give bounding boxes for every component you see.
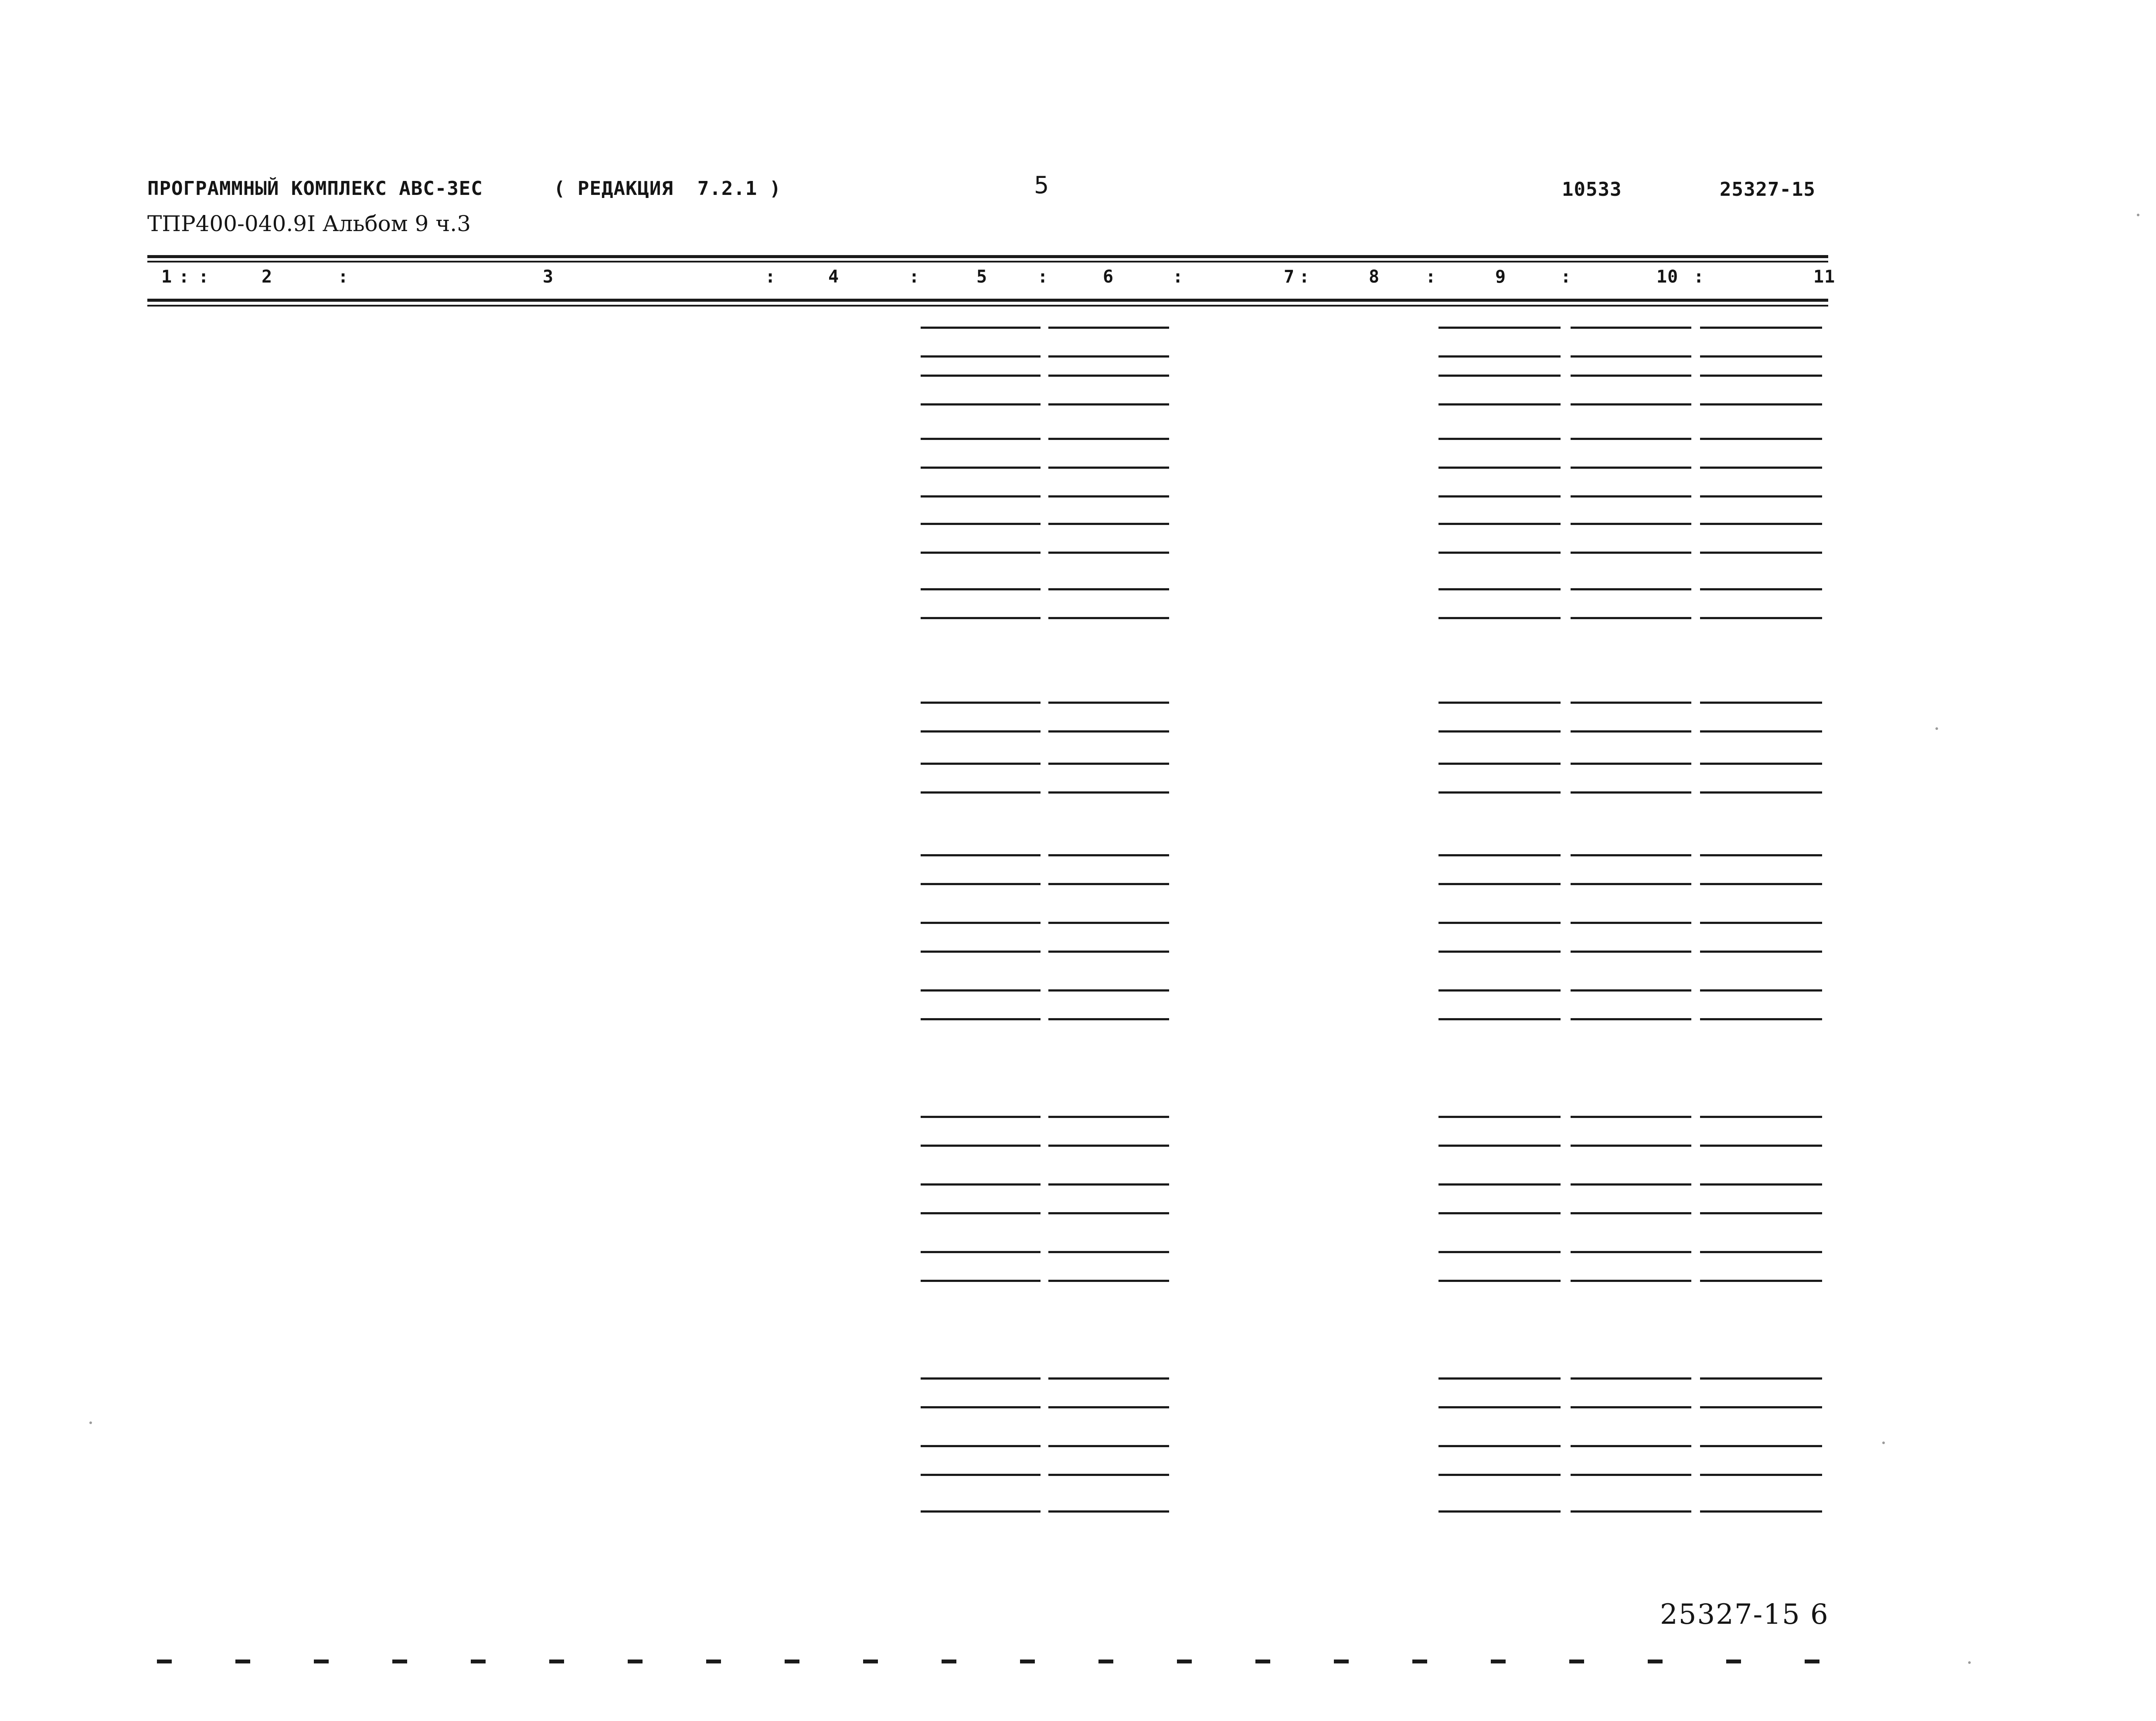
header-bottom-rule-thin xyxy=(147,305,1828,307)
column-header-4: 4 xyxy=(828,267,840,287)
value-underline xyxy=(921,1116,1041,1118)
value-underline xyxy=(1438,1445,1561,1447)
album-title: ТПР400-040.9I Альбом 9 ч.3 xyxy=(147,211,471,236)
value-underline xyxy=(1571,1145,1691,1147)
column-separator: : xyxy=(179,267,190,287)
value-underline xyxy=(1048,355,1169,358)
value-underline xyxy=(1571,617,1691,619)
value-underline xyxy=(921,1145,1041,1147)
column-header-7: 7 xyxy=(1284,267,1295,287)
value-underline xyxy=(1700,438,1822,440)
value-underline xyxy=(1438,1018,1561,1020)
value-underline xyxy=(1438,989,1561,992)
value-underline xyxy=(1048,467,1169,469)
value-underline xyxy=(1700,588,1822,590)
document-code: 10533 xyxy=(1562,178,1622,201)
value-underline xyxy=(1048,588,1169,590)
value-underline xyxy=(1571,1183,1691,1186)
value-underline xyxy=(1438,355,1561,358)
value-underline xyxy=(1048,403,1169,406)
value-underline xyxy=(1438,403,1561,406)
value-underline xyxy=(1048,617,1169,619)
value-underline xyxy=(1700,523,1822,525)
value-underline xyxy=(1048,1280,1169,1282)
value-underline xyxy=(1048,702,1169,704)
value-underline xyxy=(1700,467,1822,469)
value-underline xyxy=(1571,467,1691,469)
value-underline xyxy=(1048,327,1169,329)
value-underline xyxy=(1700,1406,1822,1408)
value-underline xyxy=(1438,763,1561,765)
value-underline xyxy=(1438,1280,1561,1282)
value-underline xyxy=(1700,1145,1822,1147)
value-underline xyxy=(1571,1377,1691,1380)
value-underline xyxy=(1438,438,1561,440)
value-underline xyxy=(1438,951,1561,953)
value-underline xyxy=(1700,1474,1822,1476)
value-underline xyxy=(1048,1406,1169,1408)
border-dash xyxy=(942,1660,956,1663)
value-underline xyxy=(1438,1183,1561,1186)
border-dash xyxy=(785,1660,799,1663)
value-underline xyxy=(1048,375,1169,377)
table-top-rule xyxy=(147,255,1828,258)
value-underline xyxy=(1048,1510,1169,1513)
value-underline xyxy=(921,1018,1041,1020)
program-title: ПРОГРАММНЫЙ КОМПЛЕКС АВС-ЗЕС xyxy=(147,177,483,200)
value-underline xyxy=(921,552,1041,554)
value-underline xyxy=(921,951,1041,953)
value-underline xyxy=(1438,1116,1561,1118)
value-underline xyxy=(1438,1406,1561,1408)
value-underline xyxy=(1700,763,1822,765)
value-underline xyxy=(1048,1018,1169,1020)
value-underline xyxy=(1571,702,1691,704)
value-underline xyxy=(1571,730,1691,733)
value-underline xyxy=(921,1474,1041,1476)
scan-speck xyxy=(89,1421,92,1424)
border-dash xyxy=(1020,1660,1035,1663)
value-underline xyxy=(921,1212,1041,1214)
value-underline xyxy=(1438,1377,1561,1380)
value-underline xyxy=(921,883,1041,885)
border-dash xyxy=(471,1660,486,1663)
value-underline xyxy=(1571,791,1691,794)
value-underline xyxy=(921,355,1041,358)
value-underline xyxy=(1700,854,1822,856)
value-underline xyxy=(1571,854,1691,856)
value-underline xyxy=(1571,523,1691,525)
border-dash xyxy=(628,1660,643,1663)
value-underline xyxy=(1048,1116,1169,1118)
page-number: 5 xyxy=(1034,171,1050,199)
value-underline xyxy=(1700,1116,1822,1118)
handwritten-sheet-number: 25327-15 6 xyxy=(1660,1598,1829,1631)
edition-label: ( РЕДАКЦИЯ 7.2.1 ) xyxy=(554,177,782,200)
value-underline xyxy=(921,702,1041,704)
value-underline xyxy=(1571,552,1691,554)
value-underline xyxy=(921,403,1041,406)
value-underline xyxy=(921,854,1041,856)
value-underline xyxy=(921,1377,1041,1380)
column-header-6: 6 xyxy=(1103,267,1114,287)
column-separator: : xyxy=(909,267,920,287)
value-underline xyxy=(1700,730,1822,733)
value-underline xyxy=(1700,951,1822,953)
column-header-2: 2 xyxy=(262,267,273,287)
value-underline xyxy=(1048,922,1169,924)
value-underline xyxy=(1700,403,1822,406)
value-underline xyxy=(1700,1018,1822,1020)
value-underline xyxy=(1438,327,1561,329)
value-underline xyxy=(1571,588,1691,590)
value-underline xyxy=(1438,552,1561,554)
value-underline xyxy=(921,588,1041,590)
value-underline xyxy=(1571,922,1691,924)
value-underline xyxy=(1700,883,1822,885)
value-underline xyxy=(1438,1212,1561,1214)
value-underline xyxy=(1700,1212,1822,1214)
scan-speck xyxy=(1968,1661,1971,1664)
value-underline xyxy=(1438,588,1561,590)
header-bottom-rule xyxy=(147,299,1828,302)
border-dash xyxy=(1648,1660,1663,1663)
value-underline xyxy=(1571,951,1691,953)
column-separator: : xyxy=(1037,267,1049,287)
border-dash xyxy=(1726,1660,1741,1663)
column-separator: : xyxy=(1561,267,1572,287)
value-underline xyxy=(1571,1251,1691,1253)
value-underline xyxy=(921,989,1041,992)
value-underline xyxy=(1571,1116,1691,1118)
value-underline xyxy=(1571,989,1691,992)
value-underline xyxy=(921,523,1041,525)
value-underline xyxy=(1438,730,1561,733)
value-underline xyxy=(1438,883,1561,885)
value-underline xyxy=(921,327,1041,329)
border-dash xyxy=(1255,1660,1270,1663)
column-separator: : xyxy=(338,267,349,287)
value-underline xyxy=(1571,403,1691,406)
border-dash xyxy=(706,1660,721,1663)
value-underline xyxy=(921,495,1041,498)
value-underline xyxy=(921,1510,1041,1513)
value-underline xyxy=(1438,617,1561,619)
value-underline xyxy=(1571,1510,1691,1513)
value-underline xyxy=(1048,495,1169,498)
value-underline xyxy=(921,438,1041,440)
value-underline xyxy=(1571,355,1691,358)
value-underline xyxy=(1438,854,1561,856)
scan-speck xyxy=(2137,214,2139,216)
value-underline xyxy=(1438,375,1561,377)
border-dash xyxy=(314,1660,329,1663)
value-underline xyxy=(1438,1510,1561,1513)
column-header-11: 11 xyxy=(1813,267,1836,287)
value-underline xyxy=(921,1183,1041,1186)
value-underline xyxy=(1700,1377,1822,1380)
value-underline xyxy=(1571,1406,1691,1408)
column-separator: : xyxy=(198,267,210,287)
value-underline xyxy=(1438,467,1561,469)
value-underline xyxy=(1048,1445,1169,1447)
value-underline xyxy=(1438,1251,1561,1253)
value-underline xyxy=(1048,763,1169,765)
value-underline xyxy=(1700,495,1822,498)
border-dash xyxy=(392,1660,407,1663)
value-underline xyxy=(1438,495,1561,498)
value-underline xyxy=(1700,989,1822,992)
value-underline xyxy=(1438,791,1561,794)
value-underline xyxy=(1700,617,1822,619)
value-underline xyxy=(1700,1183,1822,1186)
border-dash xyxy=(1412,1660,1427,1663)
border-dash xyxy=(1098,1660,1113,1663)
value-underline xyxy=(1700,1280,1822,1282)
value-underline xyxy=(1048,523,1169,525)
value-underline xyxy=(921,763,1041,765)
border-dash xyxy=(1569,1660,1584,1663)
column-header-9: 9 xyxy=(1495,267,1506,287)
value-underline xyxy=(1438,523,1561,525)
value-underline xyxy=(1700,1445,1822,1447)
value-underline xyxy=(1700,702,1822,704)
value-underline xyxy=(1700,791,1822,794)
value-underline xyxy=(1438,1145,1561,1147)
border-dash xyxy=(1805,1660,1819,1663)
value-underline xyxy=(1700,327,1822,329)
value-underline xyxy=(1571,1018,1691,1020)
border-dash xyxy=(1177,1660,1192,1663)
value-underline xyxy=(921,922,1041,924)
value-underline xyxy=(1048,883,1169,885)
value-underline xyxy=(1048,730,1169,733)
value-underline xyxy=(1571,1280,1691,1282)
border-dash xyxy=(549,1660,564,1663)
value-underline xyxy=(1438,1474,1561,1476)
value-underline xyxy=(921,791,1041,794)
value-underline xyxy=(921,730,1041,733)
scan-speck xyxy=(1935,727,1938,730)
column-separator: : xyxy=(765,267,776,287)
value-underline xyxy=(1571,438,1691,440)
value-underline xyxy=(1571,883,1691,885)
value-underline xyxy=(1700,1251,1822,1253)
value-underline xyxy=(1571,1474,1691,1476)
value-underline xyxy=(1048,552,1169,554)
column-header-3: 3 xyxy=(543,267,554,287)
value-underline xyxy=(1048,854,1169,856)
value-underline xyxy=(1571,1445,1691,1447)
value-underline xyxy=(1438,922,1561,924)
value-underline xyxy=(1048,1183,1169,1186)
value-underline xyxy=(1048,1474,1169,1476)
scan-speck xyxy=(1882,1442,1885,1444)
value-underline xyxy=(921,1251,1041,1253)
value-underline xyxy=(1571,763,1691,765)
value-underline xyxy=(1571,1212,1691,1214)
value-underline xyxy=(921,1445,1041,1447)
column-separator: : xyxy=(1694,267,1705,287)
column-separator: : xyxy=(1299,267,1310,287)
border-dash xyxy=(1491,1660,1506,1663)
value-underline xyxy=(921,1406,1041,1408)
value-underline xyxy=(1048,989,1169,992)
value-underline xyxy=(921,467,1041,469)
value-underline xyxy=(1700,355,1822,358)
sheet-code: 25327-15 xyxy=(1720,178,1816,201)
value-underline xyxy=(1571,495,1691,498)
value-underline xyxy=(921,1280,1041,1282)
border-dash xyxy=(235,1660,250,1663)
border-dash xyxy=(863,1660,878,1663)
column-header-10: 10 xyxy=(1656,267,1679,287)
value-underline xyxy=(921,375,1041,377)
value-underline xyxy=(1700,552,1822,554)
border-dash xyxy=(157,1660,172,1663)
value-underline xyxy=(1438,702,1561,704)
column-header-1: 1 xyxy=(161,267,173,287)
value-underline xyxy=(1048,1377,1169,1380)
value-underline xyxy=(1048,1145,1169,1147)
value-underline xyxy=(1048,438,1169,440)
value-underline xyxy=(1048,1212,1169,1214)
value-underline xyxy=(1700,1510,1822,1513)
border-dash xyxy=(1334,1660,1349,1663)
value-underline xyxy=(1048,1251,1169,1253)
value-underline xyxy=(1700,922,1822,924)
column-separator: : xyxy=(1173,267,1184,287)
value-underline xyxy=(1700,375,1822,377)
value-underline xyxy=(921,617,1041,619)
value-underline xyxy=(1048,791,1169,794)
value-underline xyxy=(1571,327,1691,329)
column-header-5: 5 xyxy=(976,267,988,287)
value-underline xyxy=(1571,375,1691,377)
column-separator: : xyxy=(1425,267,1437,287)
table-top-rule-thin xyxy=(147,261,1828,262)
column-header-8: 8 xyxy=(1369,267,1380,287)
value-underline xyxy=(1048,951,1169,953)
